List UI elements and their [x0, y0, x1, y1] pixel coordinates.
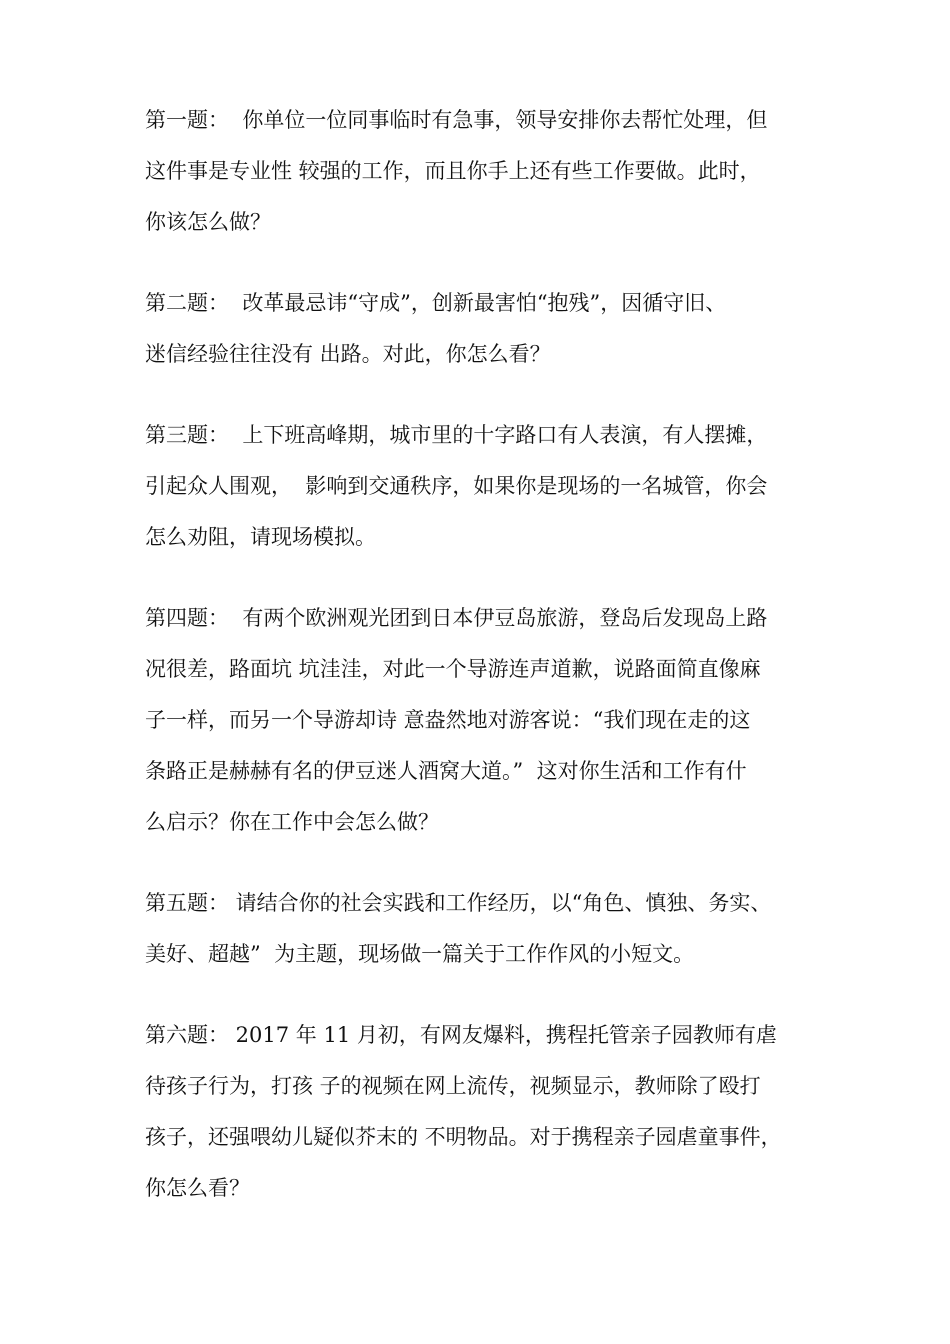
question-2	[145, 278, 815, 380]
question-4-line-5: 么启示？你在工作中会怎么做？	[145, 810, 439, 834]
question-1-line-2: 这件事是专业性 较强的工作，而且你手上还有些工作要做。此时，	[145, 159, 761, 183]
question-3-line-3: 怎么劝阻，请现场模拟。	[145, 525, 376, 549]
question-3	[145, 410, 815, 563]
question-4-line-1: 第四题： 有两个欧洲观光团到日本伊豆岛旅游，登岛后发现岛上路	[145, 606, 768, 630]
question-1-line-3: 你该怎么做？	[145, 210, 271, 234]
question-5-line-1: 第五题： 请结合你的社会实践和工作经历，以“角色、慎独、务实、	[145, 891, 772, 915]
question-6-line-2: 待孩子行为，打孩 子的视频在网上流传，视频显示，教师除了殴打	[145, 1074, 761, 1098]
question-6-line-3: 孩子，还强喂幼儿疑似芥末的 不明物品。对于携程亲子园虐童事件，	[145, 1125, 782, 1149]
question-1	[145, 95, 815, 248]
question-5	[145, 878, 815, 980]
question-6	[145, 1010, 815, 1214]
question-3-line-2: 引起众人围观， 影响到交通秩序，如果你是现场的一名城管，你会	[145, 474, 768, 498]
question-3-line-1: 第三题： 上下班高峰期，城市里的十字路口有人表演，有人摆摊，	[145, 423, 768, 447]
question-4-line-3: 子一样，而另一个导游却诗 意盎然地对游客说：“我们现在走的这	[145, 708, 751, 732]
question-4-line-2: 况很差，路面坑 坑洼洼，对此一个导游连声道歉，说路面简直像麻	[145, 657, 761, 681]
question-6-line-4: 你怎么看？	[145, 1176, 250, 1200]
question-6-line-1: 第六题： 2017 年 11 月初，有网友爆料，携程托管亲子园教师有虐	[145, 1023, 777, 1047]
question-4-line-4: 条路正是赫赫有名的伊豆迷人酒窝大道。” 这对你生活和工作有什	[145, 759, 747, 783]
question-5-line-2: 美好、超越” 为主题，现场做一篇关于工作作风的小短文。	[145, 942, 695, 966]
question-2-line-1: 第二题： 改革最忌讳“守成”，创新最害怕“抱残”，因循守旧、	[145, 291, 727, 315]
question-1-line-1: 第一题： 你单位一位同事临时有急事，领导安排你去帮忙处理，但	[145, 108, 768, 132]
question-4	[145, 593, 815, 848]
question-2-line-2: 迷信经验往往没有 出路。对此，你怎么看？	[145, 342, 551, 366]
document-page	[145, 95, 815, 1244]
